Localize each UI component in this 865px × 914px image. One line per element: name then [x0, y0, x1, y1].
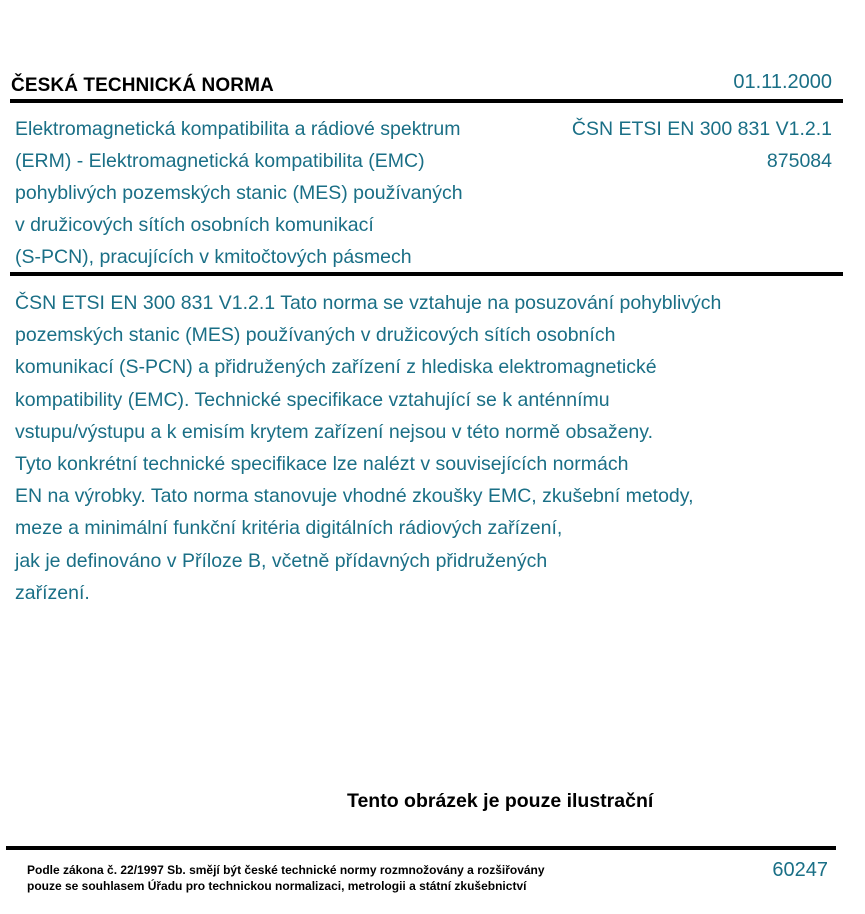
standard-number: 875084 — [766, 150, 832, 172]
standard-title-line: v družicových sítích osobních komunikací — [15, 214, 374, 236]
standard-title-line: (ERM) - Elektromagnetická kompatibilita (EMC) — [15, 150, 425, 172]
illustration-note: Tento obrázek je pouze ilustrační — [347, 790, 654, 812]
abstract-line: Tyto konkrétní technické specifikace lze nalézt v souvisejících normách — [15, 453, 629, 476]
legal-notice — [27, 862, 545, 894]
abstract-line: komunikací (S-PCN) a přidružených zařízení z hlediska elektromagnetické — [15, 356, 657, 379]
abstract-line: ČSN ETSI EN 300 831 V1.2.1 Tato norma se vztahuje na posuzování pohyblivých — [15, 292, 722, 314]
bottom-divider — [6, 846, 836, 850]
standard-title — [15, 113, 535, 273]
standard-title-line: Elektromagnetická kompatibilita a rádiové spektrum — [15, 118, 461, 140]
standard-title-line: (S-PCN), pracujících v kmitočtových pásmech — [15, 246, 412, 268]
legal-notice-line: Podle zákona č. 22/1997 Sb. smějí být české technické normy rozmnožovány a rozšiřovány — [27, 863, 545, 877]
legal-notice-line: pouze se souhlasem Úřadu pro technickou normalizaci, metrologii a státní zkušebnictví — [27, 879, 527, 893]
header-title: ČESKÁ TECHNICKÁ NORMA — [11, 75, 274, 96]
top-divider — [10, 99, 843, 103]
header-date: 01.11.2000 — [733, 71, 832, 93]
standard-identifier — [572, 113, 832, 177]
abstract-line: EN na výrobky. Tato norma stanovuje vhodné zkoušky EMC, zkušební metody, — [15, 485, 694, 508]
abstract-line: zařízení. — [15, 581, 90, 604]
abstract-line: jak je definováno v Příloze B, včetně přídavných přidružených — [15, 549, 548, 572]
abstract-line: vstupu/výstupu a k emisím krytem zařízení nejsou v této normě obsaženy. — [15, 420, 653, 443]
abstract-text — [15, 287, 815, 609]
abstract-line: meze a minimální funkční kritéria digitálních rádiových zařízení, — [15, 517, 563, 540]
middle-divider — [10, 272, 843, 276]
document-number: 60247 — [772, 859, 828, 881]
standard-code: ČSN ETSI EN 300 831 V1.2.1 — [571, 118, 832, 140]
standard-title-line: pohyblivých pozemských stanic (MES) používaných — [15, 182, 463, 204]
abstract-line: kompatibility (EMC). Technické specifikace vztahující se k anténnímu — [15, 388, 610, 411]
abstract-line: pozemských stanic (MES) používaných v družicových sítích osobních — [15, 324, 616, 347]
